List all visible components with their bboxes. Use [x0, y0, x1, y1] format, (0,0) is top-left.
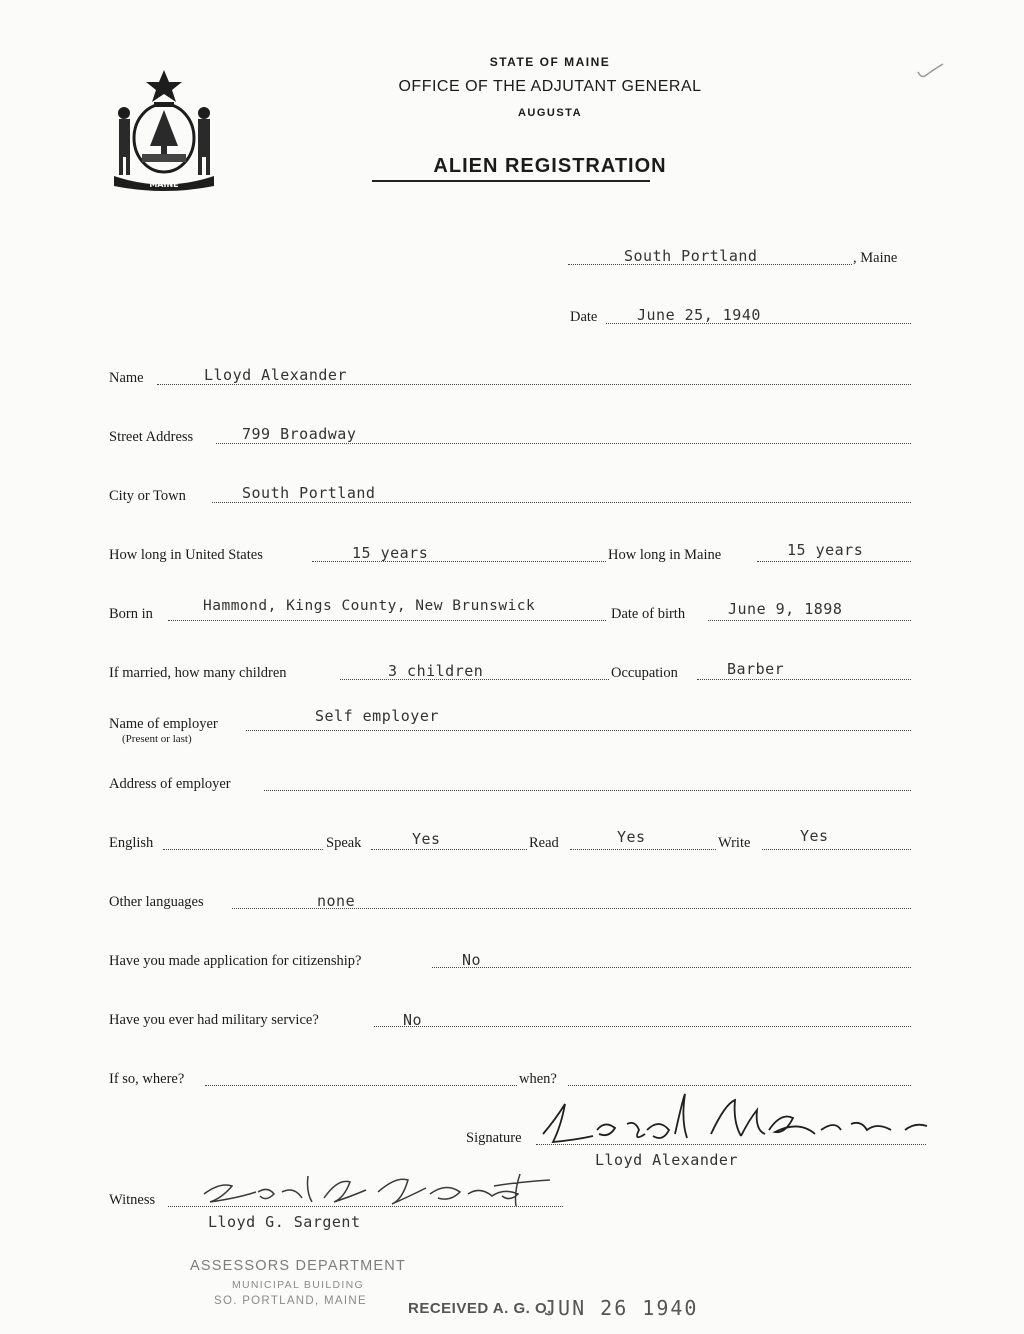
read-value: Yes — [617, 828, 646, 846]
write-line — [762, 849, 911, 850]
military-value: No — [403, 1011, 423, 1029]
when-label: when? — [519, 1071, 557, 1087]
born-label: Born in — [109, 606, 153, 622]
speak-value: Yes — [412, 830, 441, 848]
date-value: June 25, 1940 — [637, 306, 761, 324]
born-value: Hammond, Kings County, New Brunswick — [203, 598, 536, 614]
svg-text:MAINE: MAINE — [149, 180, 179, 189]
children-label: If married, how many children — [109, 665, 287, 681]
occupation-value: Barber — [727, 660, 785, 678]
maine-years-label: How long in Maine — [608, 547, 722, 563]
english-line — [163, 849, 323, 850]
children-value: 3 children — [388, 662, 484, 680]
maine-years-value: 15 years — [787, 541, 864, 559]
citizenship-line — [432, 967, 911, 968]
military-label: Have you ever had military service? — [109, 1012, 319, 1028]
signature-typed-name: Lloyd Alexander — [595, 1151, 738, 1169]
employer-label: Name of employer — [109, 716, 218, 732]
signature-scribble — [535, 1090, 935, 1156]
employer-line — [246, 730, 911, 731]
name-label: Name — [109, 370, 144, 386]
speak-label: Speak — [326, 835, 362, 851]
born-line — [168, 620, 606, 621]
dob-line — [708, 620, 911, 621]
us-years-label: How long in United States — [109, 547, 263, 563]
military-line — [374, 1026, 911, 1027]
name-line — [157, 384, 911, 385]
place-value: South Portland — [624, 247, 758, 265]
form-title: ALIEN REGISTRATION — [433, 155, 667, 177]
occupation-label: Occupation — [611, 665, 678, 681]
where-label: If so, where? — [109, 1071, 185, 1087]
state-heading: STATE OF MAINE — [489, 55, 611, 69]
place-suffix: , Maine — [853, 250, 898, 266]
city-value: South Portland — [242, 484, 376, 502]
employer-address-label: Address of employer — [109, 776, 231, 792]
maine-state-seal-icon — [110, 68, 218, 193]
city-label: City or Town — [109, 488, 186, 504]
employer-value: Self employer — [315, 707, 439, 725]
employer-sublabel: (Present or last) — [122, 733, 192, 745]
title-underline — [372, 180, 650, 182]
citizenship-value: No — [462, 951, 482, 969]
street-value: 799 Broadway — [242, 425, 357, 443]
other-languages-value: none — [317, 892, 356, 910]
read-line — [570, 849, 716, 850]
witness-typed-name: Lloyd G. Sargent — [208, 1213, 361, 1231]
check-mark-icon — [915, 62, 945, 82]
dob-label: Date of birth — [611, 606, 686, 622]
assessors-stamp-line-1: ASSESSORS DEPARTMENT — [190, 1258, 407, 1274]
write-value: Yes — [800, 827, 829, 845]
signature-label: Signature — [466, 1130, 522, 1146]
street-line — [216, 443, 911, 444]
when-line — [568, 1085, 911, 1086]
where-line — [205, 1085, 517, 1086]
city-line — [212, 502, 911, 503]
date-label: Date — [570, 309, 598, 325]
received-stamp: RECEIVED A. G. O. — [408, 1300, 552, 1317]
citizenship-label: Have you made application for citizenship? — [109, 953, 362, 969]
witness-signature-scribble — [198, 1168, 568, 1218]
received-date-stamp: JUN 26 1940 — [544, 1296, 699, 1320]
name-value: Lloyd Alexander — [204, 366, 347, 384]
dob-value: June 9, 1898 — [728, 600, 843, 618]
street-label: Street Address — [109, 429, 194, 445]
speak-line — [371, 849, 527, 850]
other-languages-label: Other languages — [109, 894, 204, 910]
witness-label: Witness — [109, 1192, 156, 1208]
assessors-stamp-line-2: MUNICIPAL BUILDING — [232, 1279, 364, 1291]
write-label: Write — [718, 835, 751, 851]
maine-years-line — [757, 561, 911, 562]
office-heading: OFFICE OF THE ADJUTANT GENERAL — [398, 78, 702, 95]
assessors-stamp-line-3: SO. PORTLAND, MAINE — [214, 1295, 367, 1307]
employer-address-line — [264, 790, 911, 791]
english-label: English — [109, 835, 154, 851]
city-heading: AUGUSTA — [517, 107, 583, 119]
occupation-line — [697, 679, 911, 680]
read-label: Read — [529, 835, 559, 851]
us-years-value: 15 years — [352, 544, 429, 562]
